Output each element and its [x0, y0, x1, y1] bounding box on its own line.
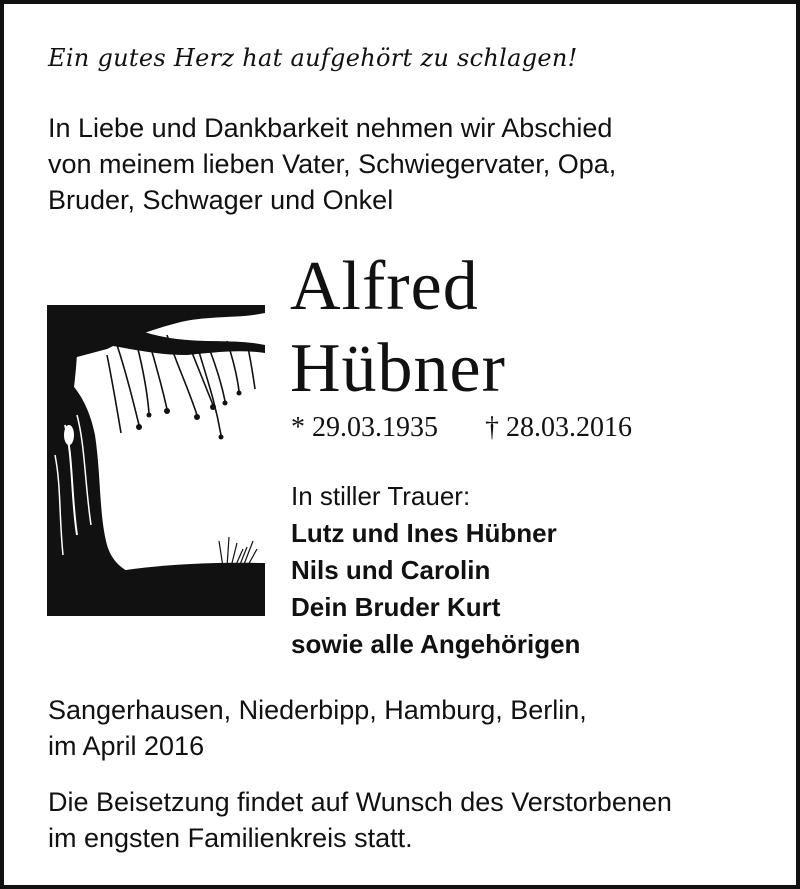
mourner-name: Nils und Carolin [291, 555, 491, 585]
last-name: Hübner [290, 330, 506, 407]
funeral-line: Die Beisetzung findet auf Wunsch des Verstorbenen [48, 787, 672, 817]
mourners-block [291, 478, 580, 663]
place-line: Sangerhausen, Niederbipp, Hamburg, Berlin, [48, 695, 587, 725]
birth-date: * 29.03.1935 [291, 412, 438, 443]
death-date: † 28.03.2016 [485, 412, 632, 443]
first-name: Alfred [290, 248, 479, 325]
funeral-line: im engsten Familienkreis statt. [48, 823, 413, 853]
life-dates [291, 412, 632, 444]
mourner-name: Lutz und Ines Hübner [291, 518, 557, 548]
deceased-name [290, 246, 506, 410]
intro-line: Bruder, Schwager und Onkel [48, 185, 394, 215]
mourner-name: Dein Bruder Kurt [291, 592, 501, 622]
intro-text [48, 110, 616, 218]
tree-illustration [47, 305, 265, 616]
funeral-note [48, 784, 672, 856]
mourner-name: sowie alle Angehörigen [291, 629, 581, 659]
headline: Ein gutes Herz hat aufgehört zu schlagen! [48, 44, 578, 72]
intro-line: von meinem lieben Vater, Schwiegervater, Opa, [48, 149, 617, 179]
intro-line: In Liebe und Dankbarkeit nehmen wir Abschied [48, 113, 613, 143]
place-line: im April 2016 [48, 731, 205, 761]
mourning-label: In stiller Trauer: [291, 481, 471, 511]
places-and-date [48, 692, 587, 764]
